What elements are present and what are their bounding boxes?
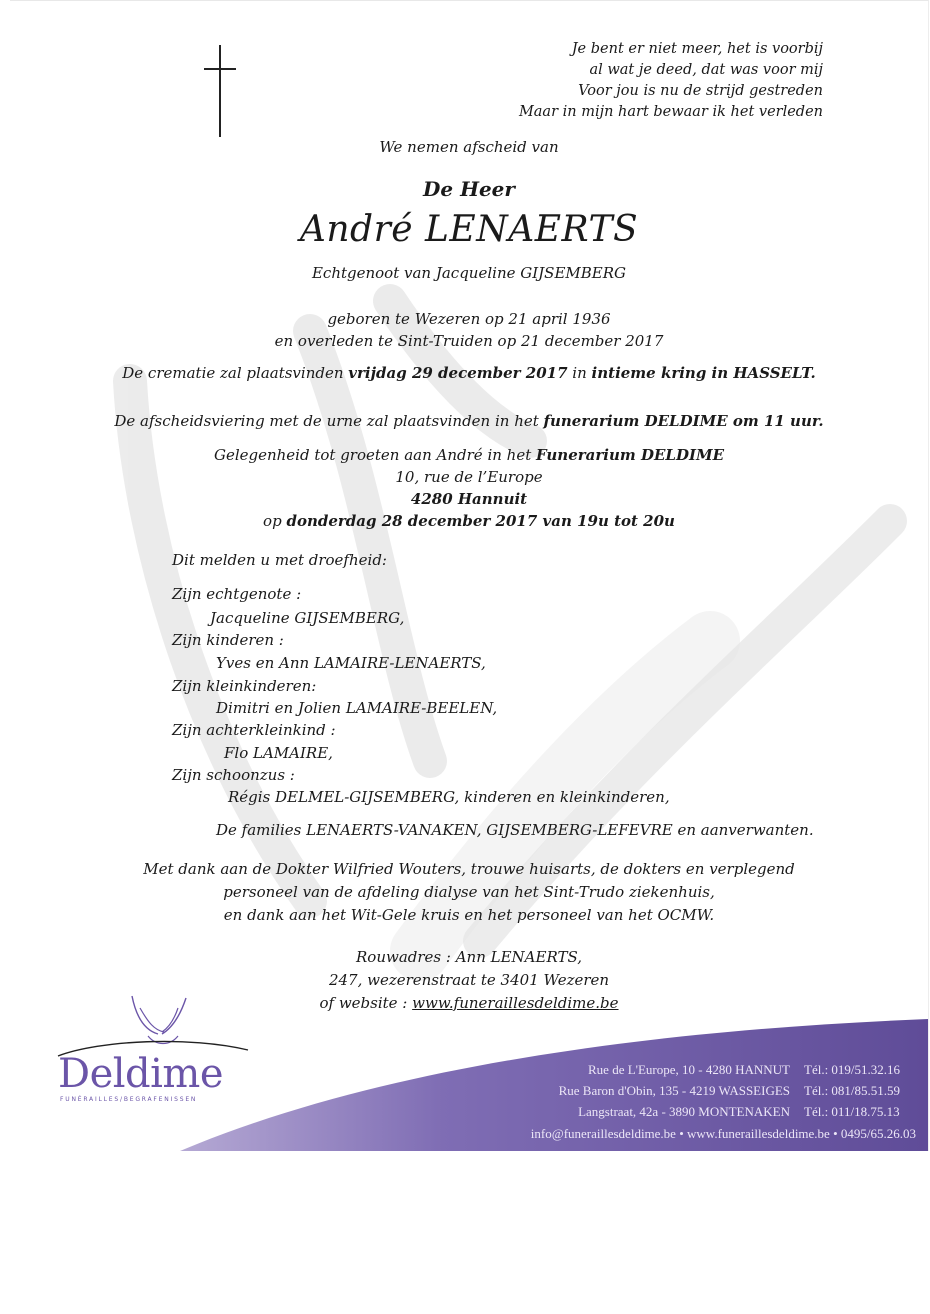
address-text: Rue de L'Europe, 10 - 4280 HANNUT <box>588 1062 790 1077</box>
footer-web-line: info@funeraillesdeldime.be • www.funeraillesdeldime.be • 0495/65.26.03 <box>530 1126 916 1141</box>
children-label: Zijn kinderen : <box>172 631 284 649</box>
obituary-card <box>10 0 929 1151</box>
cross-icon <box>200 45 240 137</box>
children-names: Yves en Ann LAMAIRE-LENAERTS, <box>216 654 486 672</box>
greeting-line <box>10 445 928 465</box>
logo-wordmark: Deldime <box>58 1051 224 1097</box>
spouse-name: Jacqueline GIJSEMBERG, <box>210 609 405 627</box>
greeting-city-text: 4280 Hannuit <box>410 490 528 508</box>
grandchildren-names: Dimitri en Jolien LAMAIRE-BEELEN, <box>216 699 498 717</box>
poem-line: al wat je deed, dat was voor mij <box>589 62 823 78</box>
greeting-prefix: Gelegenheid tot groeten aan André in het <box>213 446 536 464</box>
footer-address-hannut <box>588 1062 916 1078</box>
greatgrandchild-name: Flo LAMAIRE, <box>224 744 333 762</box>
greeting-when-text: donderdag 28 december 2017 van 19u tot 20u <box>286 512 675 530</box>
farewell-line <box>10 411 928 431</box>
intro-text: We nemen afscheid van <box>379 138 559 156</box>
greeting-street: 10, rue de l’Europe <box>395 468 543 486</box>
phone-text: Tél.: 011/18.75.13 <box>804 1104 900 1119</box>
address-text: Rue Baron d'Obin, 135 - 4219 WASSEIGES <box>558 1083 790 1098</box>
greeting-place: Funerarium DELDIME <box>536 446 725 464</box>
thanks-line: Met dank aan de Dokter Wilfried Wouters, trouwe huisarts, de dokters en verplegend <box>143 860 795 878</box>
sisterinlaw-name: Régis DELMEL-GIJSEMBERG, kinderen en kleinkinderen, <box>228 788 670 806</box>
cremation-line <box>10 363 928 383</box>
cremation-mid: in <box>567 364 592 382</box>
cremation-date: vrijdag 29 december 2017 <box>348 364 568 382</box>
family-intro: Dit melden u met droefheid: <box>172 551 387 569</box>
death-line: en overleden te Sint-Truiden op 21 december 2017 <box>274 332 664 350</box>
greatgrandchild-label: Zijn achterkleinkind : <box>172 721 336 739</box>
poem-line: Maar in mijn hart bewaar ik het verleden <box>518 104 823 120</box>
cremation-place: intieme kring in HASSELT. <box>591 364 816 382</box>
farewell-prefix: De afscheidsviering met de urne zal plaatsvinden in het <box>114 412 544 430</box>
grandchildren-label: Zijn kleinkinderen: <box>172 677 317 695</box>
website-link[interactable]: www.funeraillesdeldime.be <box>412 994 619 1012</box>
contact-address: 247, wezerenstraat te 3401 Wezeren <box>328 971 610 989</box>
deceased-name: André LENAERTS <box>299 209 639 250</box>
logo-tagline: FUNÉRAILLES/BEGRAFENISSEN <box>60 1096 198 1103</box>
contact-line: Rouwadres : Ann LENAERTS, <box>356 948 582 966</box>
farewell-place: funerarium DELDIME om 11 uur. <box>543 412 824 430</box>
cremation-prefix: De crematie zal plaatsvinden <box>122 364 349 382</box>
poem <box>519 39 823 123</box>
poem-line: Je bent er niet meer, het is voorbij <box>571 41 823 57</box>
greeting-when-prefix: op <box>263 512 287 530</box>
address-text: Langstraat, 42a - 3890 MONTENAKEN <box>578 1104 790 1119</box>
web-prefix: of website : <box>319 994 413 1012</box>
families-line: De families LENAERTS-VANAKEN, GIJSEMBERG-LEFEVRE en aanverwanten. <box>216 821 814 839</box>
footer-address-montenaken <box>578 1104 916 1120</box>
phone-text: Tél.: 081/85.51.59 <box>804 1083 901 1098</box>
birth-line: geboren te Wezeren op 21 april 1936 <box>327 310 611 328</box>
title: De Heer <box>423 177 515 201</box>
phone-text: Tél.: 019/51.32.16 <box>804 1062 901 1077</box>
poem-line: Voor jou is nu de strijd gestreden <box>578 83 823 99</box>
thanks-line: personeel van de afdeling dialyse van het Sint-Trudo ziekenhuis, <box>223 883 715 901</box>
sisterinlaw-label: Zijn schoonzus : <box>172 766 295 784</box>
footer-address-wasseiges <box>559 1083 916 1099</box>
greeting-when <box>10 511 928 531</box>
spouse-label: Zijn echtgenote : <box>172 585 302 603</box>
spouse-line: Echtgenoot van Jacqueline GIJSEMBERG <box>311 264 627 282</box>
thanks-line: en dank aan het Wit-Gele kruis en het personeel van het OCMW. <box>223 906 715 924</box>
greeting-city <box>10 489 928 509</box>
